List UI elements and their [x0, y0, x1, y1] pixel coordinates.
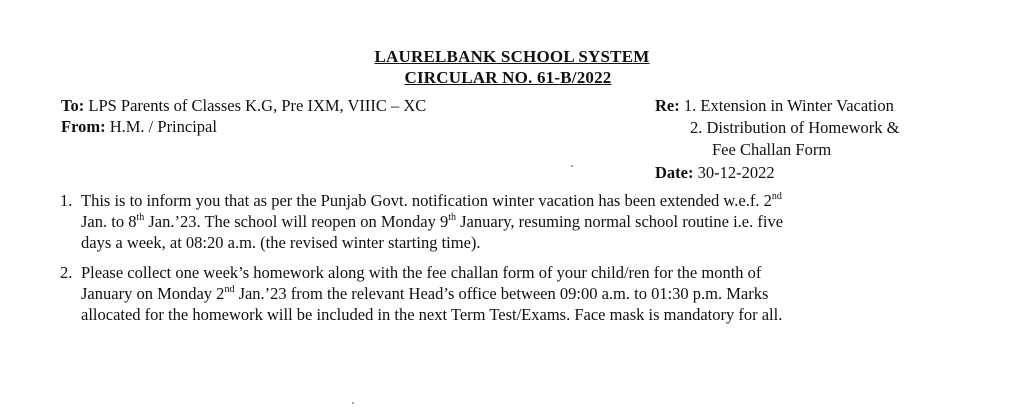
from-line — [61, 117, 217, 137]
to-line — [61, 96, 426, 116]
point-2-line-3: allocated for the homework will be included in the next Term Test/Exams. Face mask is mandatory for all. — [81, 305, 783, 324]
re-item-2: 2. Distribution of Homework & — [690, 118, 900, 137]
point-1-text — [81, 190, 981, 253]
to-label: To: — [61, 96, 85, 115]
point-1-line-2: Jan. to 8th Jan.’23. The school will reopen on Monday 9th January, resuming normal school routine i.e. five — [81, 211, 784, 231]
re-label: Re: — [655, 96, 680, 115]
point-2-number: 2. — [60, 263, 73, 282]
re-line — [655, 96, 894, 116]
re-item-2-continued: Fee Challan Form — [712, 140, 832, 159]
date-value: 30-12-2022 — [697, 163, 775, 182]
point-2-line-2: January on Monday 2nd Jan.’23 from the relevant Head’s office between 09:00 a.m. to 01:30 p.m. Marks — [81, 283, 769, 303]
date-label: Date: — [655, 163, 694, 182]
point-1-number: 1. — [60, 191, 73, 210]
re-item-1: 1. Extension in Winter Vacation — [683, 96, 894, 115]
school-name-heading: LAURELBANK SCHOOL SYSTEM — [374, 47, 650, 66]
scan-speck — [571, 165, 573, 167]
point-1-line-1: This is to inform you that as per the Punjab Govt. notification winter vacation has been extended w.e.f. 2nd — [81, 190, 782, 210]
point-2-text — [81, 262, 981, 325]
from-label: From: — [61, 117, 106, 136]
point-1-line-3: days a week, at 08:20 a.m. (the revised winter starting time). — [81, 233, 481, 252]
scan-speck — [352, 402, 354, 404]
point-2-line-1: Please collect one week’s homework along with the fee challan form of your child/ren for the month of — [81, 263, 762, 282]
to-value: LPS Parents of Classes K.G, Pre IXM, VIIIC – XC — [88, 96, 427, 115]
date-line — [655, 163, 775, 183]
circular-number-heading: CIRCULAR NO. 61-B/2022 — [404, 68, 612, 87]
from-value: H.M. / Principal — [109, 117, 217, 136]
